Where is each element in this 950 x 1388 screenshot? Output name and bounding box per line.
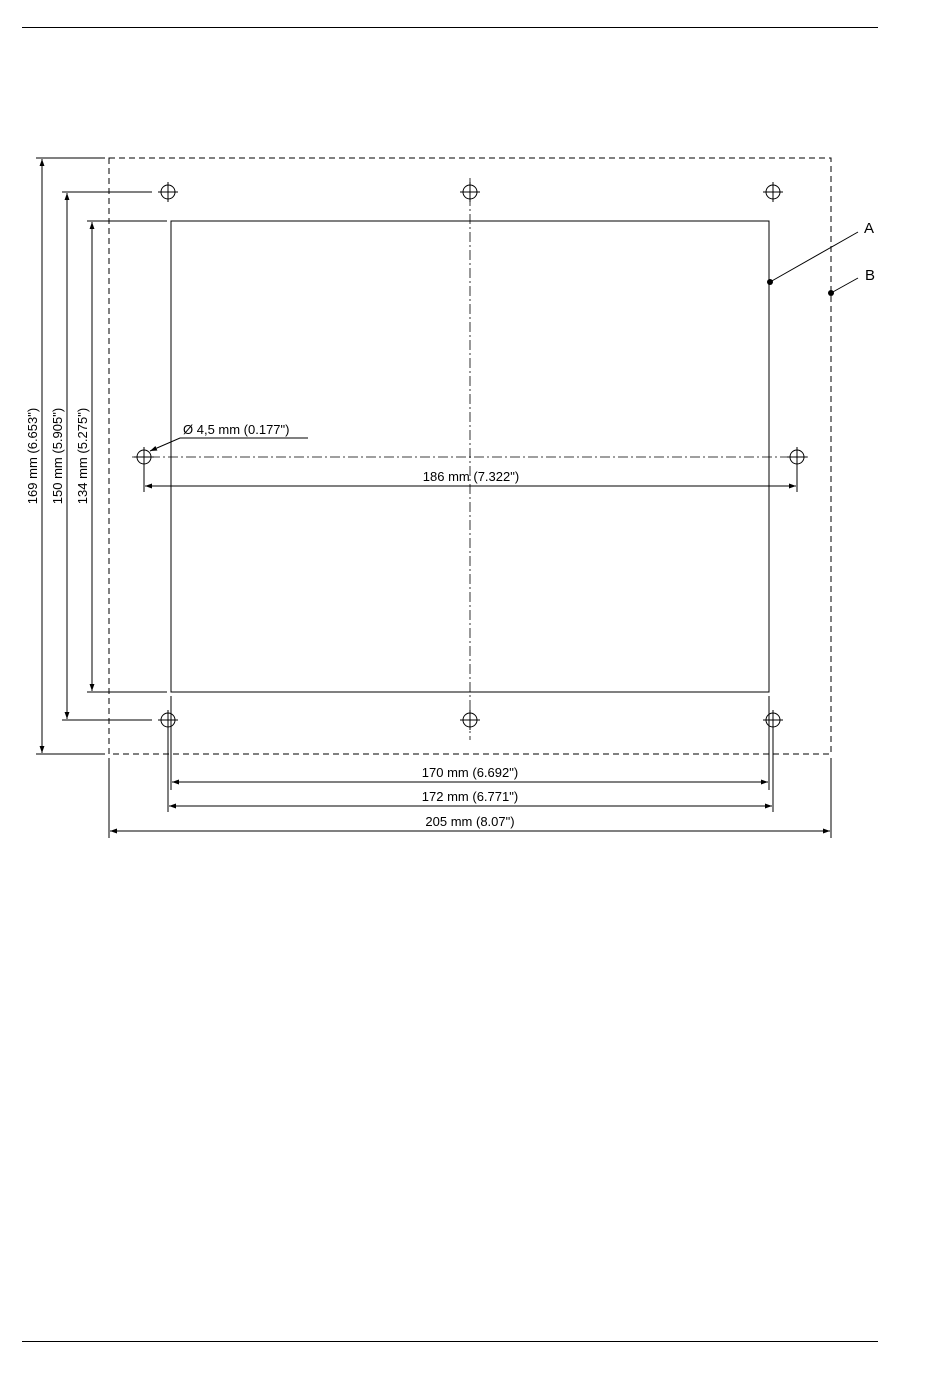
width-205-label: 205 mm (8.07") <box>425 814 515 829</box>
hole-bottom-left <box>158 710 178 730</box>
hole-middle-right <box>787 447 807 467</box>
width-170-label: 170 mm (6.692") <box>421 765 519 780</box>
hole-diameter-leader <box>150 438 308 451</box>
height-150-label: 150 mm (5.905") <box>50 407 65 505</box>
hole-diameter-label: Ø 4,5 mm (0.177") <box>183 422 290 437</box>
mounting-holes <box>134 182 807 730</box>
callout-b-leader <box>831 278 858 293</box>
height-134-label: 134 mm (5.275") <box>75 407 90 505</box>
callout-a-dot <box>767 279 773 285</box>
hole-bottom-right <box>763 710 783 730</box>
height-169-label: 169 mm (6.653") <box>25 407 40 505</box>
hole-top-left <box>158 182 178 202</box>
callout-b-dot <box>828 290 834 296</box>
callout-a-label: A <box>864 220 875 237</box>
callout-a-leader <box>770 232 858 282</box>
hole-bottom-center <box>460 710 480 730</box>
hole-middle-left <box>134 447 154 467</box>
width-172-label: 172 mm (6.771") <box>421 789 519 804</box>
hole-top-right <box>763 182 783 202</box>
hole-top-center <box>460 182 480 202</box>
width-186-label: 186 mm (7.322") <box>422 469 520 484</box>
callout-b-label: B <box>865 267 876 284</box>
